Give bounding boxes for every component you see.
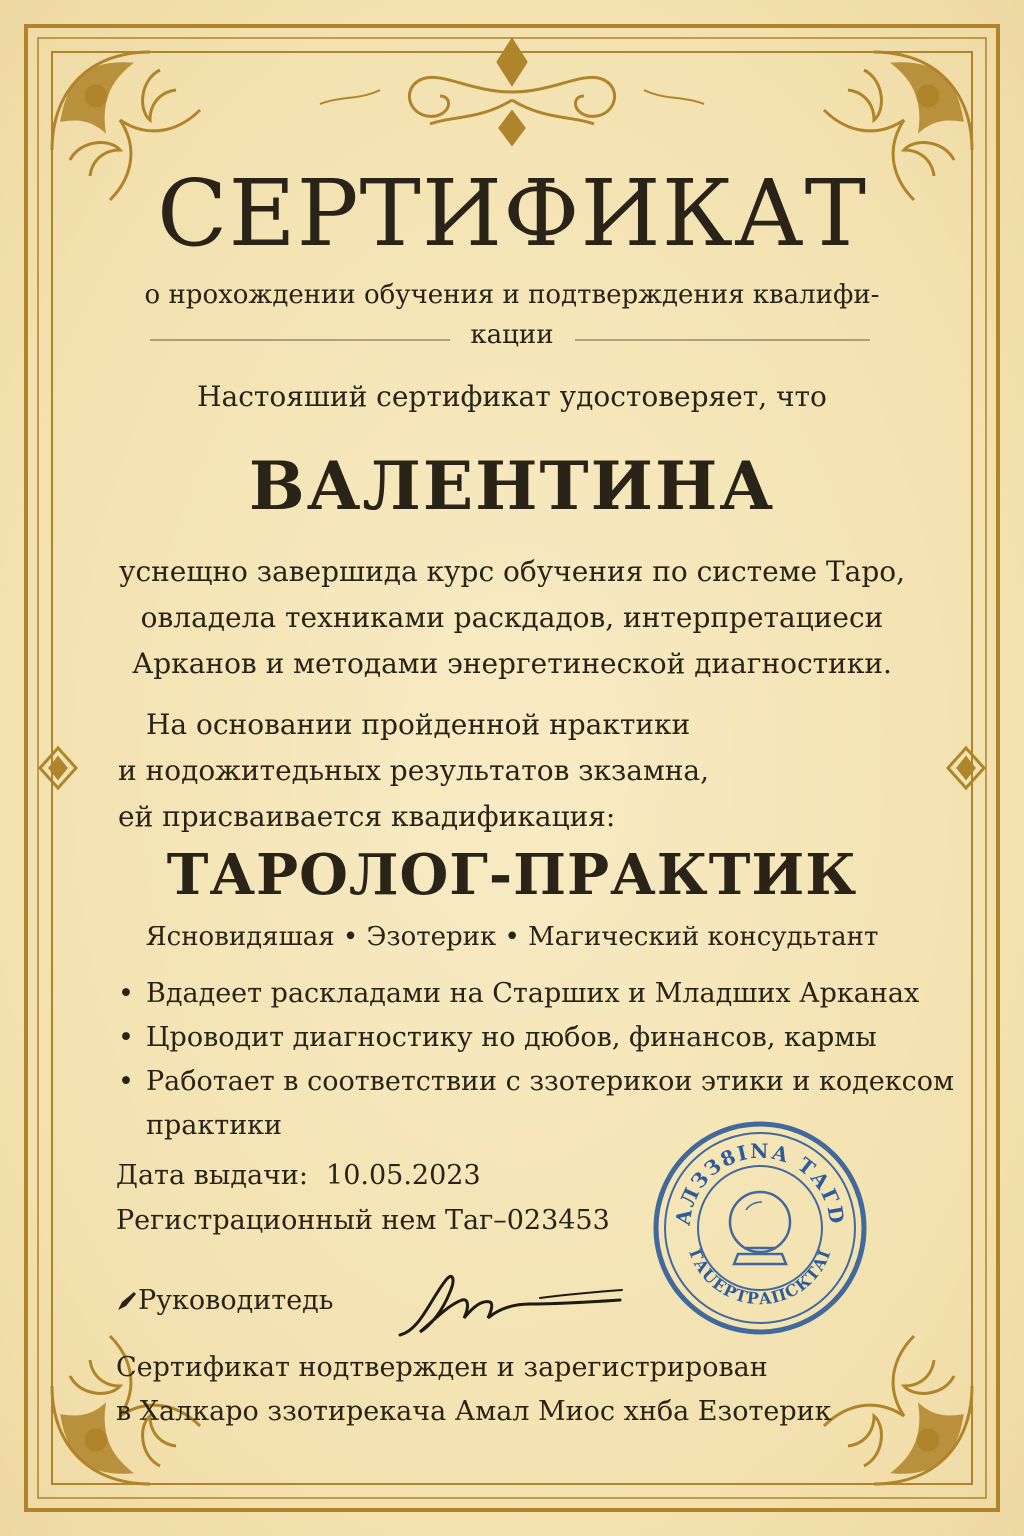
issue-date-label: Дата выдачи: bbox=[116, 1160, 309, 1191]
completion-line: Арканов и методами энергетинеской диагностики. bbox=[132, 647, 892, 680]
footer-line-1: Сертификат нодтвержден и зарегистрирован bbox=[116, 1352, 768, 1383]
left-diamond-ornament bbox=[40, 748, 76, 788]
leader-row bbox=[116, 1285, 334, 1316]
svg-text:АЛЗЗ8ІNА ТАГD bbox=[671, 1139, 850, 1227]
subtitle-line-1: о нрохождении обучения и подтверждения квалифи- bbox=[144, 280, 880, 310]
footer-line-2: в Халкаро ззотирекача Амал Миос хнба Езотерик bbox=[116, 1396, 832, 1427]
registration-number: Регистрационный нем Таг–023453 bbox=[116, 1205, 610, 1236]
top-crest-ornament bbox=[320, 40, 704, 144]
roles-line: Ясновидяшая • Эзотерик • Магический консудьтант bbox=[145, 922, 879, 952]
seal-stamp bbox=[650, 1118, 870, 1338]
pen-icon bbox=[116, 1290, 138, 1312]
stamp-bottom-text: ГАUЕРТРАПСКТАІ bbox=[685, 1246, 835, 1309]
list-item: • Работает в соответствии с ззотерикои этики и кодексом практики bbox=[116, 1060, 986, 1148]
basis-paragraph bbox=[118, 702, 918, 840]
list-item: • Вдадеет раскладами на Старших и Младших Арканах bbox=[116, 972, 986, 1016]
svg-text:ГАUЕРТРАПСКТАІ bbox=[685, 1246, 834, 1308]
attests-text: Настояший сертификат удостоверяет, что bbox=[197, 380, 827, 413]
completion-paragraph bbox=[0, 549, 1024, 687]
issue-date-value: 10.05.2023 bbox=[326, 1160, 481, 1191]
leader-label: Руководитедь bbox=[138, 1285, 334, 1316]
basis-line: На основании пройденной нрактики bbox=[146, 708, 691, 741]
issue-date-row bbox=[116, 1160, 481, 1191]
right-diamond-ornament bbox=[948, 748, 984, 788]
subtitle-line-2: кации bbox=[470, 320, 554, 350]
stamp-top-text: АЛЗЗ8ІNА ТАГD bbox=[670, 1138, 850, 1227]
completion-line: овладела техниками раскдадов, интерпретациеси bbox=[140, 601, 884, 634]
signature bbox=[390, 1260, 630, 1350]
qualification-title: ТАРОЛОГ-ПРАКТИК bbox=[166, 842, 858, 908]
list-item: • Цроводит диагностику но дюбов, финансов, кармы bbox=[116, 1016, 986, 1060]
certificate-title: СЕРТИФИКАТ bbox=[157, 160, 867, 267]
recipient-name: ВАЛЕНТИНА bbox=[248, 447, 776, 525]
basis-line: ей присваивается квадификация: bbox=[118, 800, 616, 833]
completion-line: уснещно завершида курс обучения по системе Таро, bbox=[118, 555, 906, 588]
basis-line: и нодожитедьных результатов зкзамна, bbox=[118, 754, 710, 787]
